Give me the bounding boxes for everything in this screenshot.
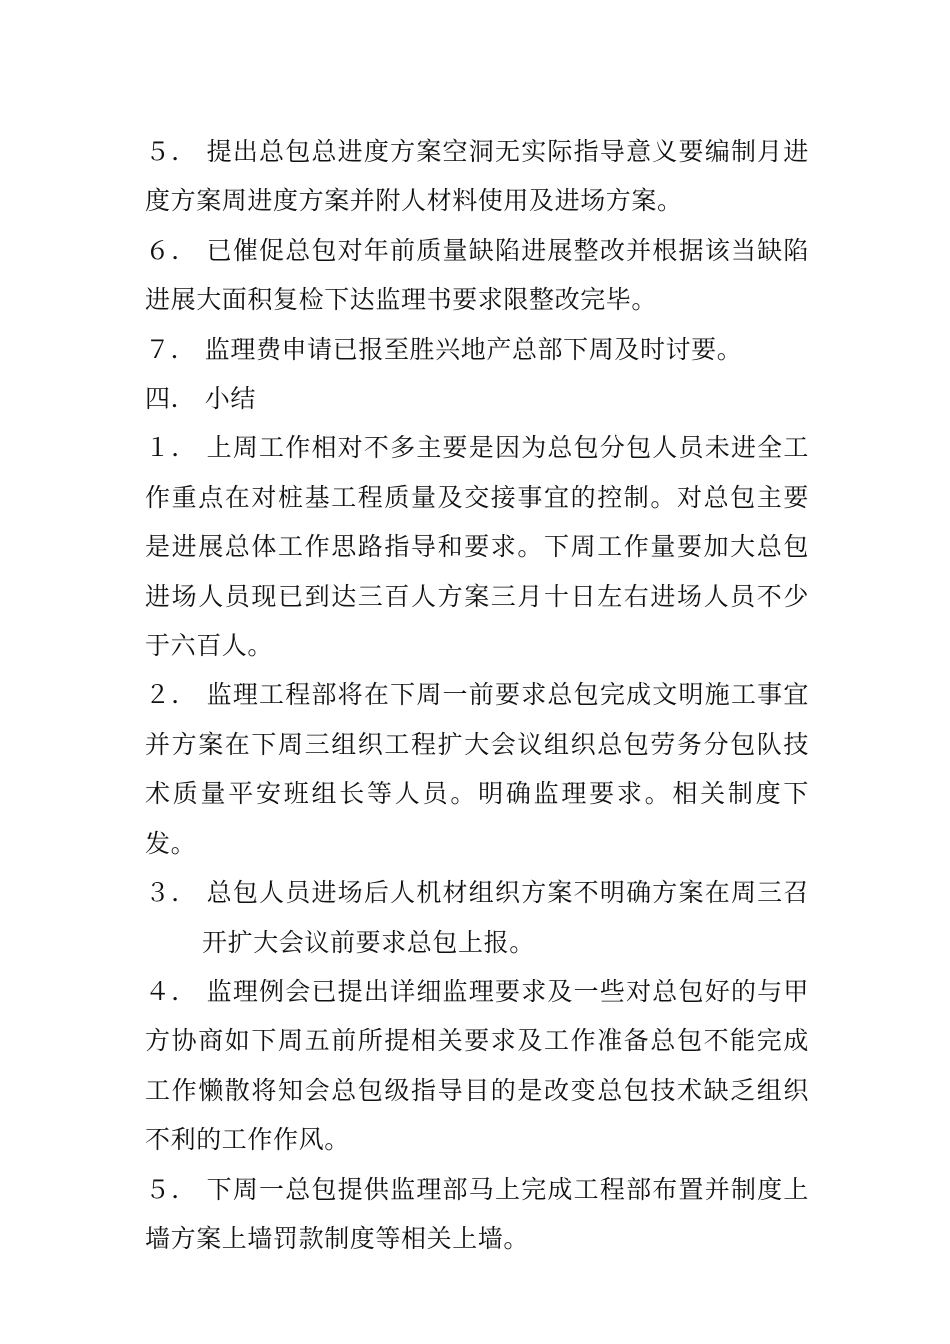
summary-item-1: １． 上周工作相对不多主要是因为总包分包人员未进全工作重点在对桩基工程质量及交接事宜的控制。对总包主要是进展总体工作思路指导和要求。下周工作量要加大总包进场人员现已到达三百人方案三月十日左右进场人员不少于六百人。 xyxy=(145,433,809,661)
summary-item-2: ２． 监理工程部将在下周一前要求总包完成文明施工事宜并方案在下周三组织工程扩大会议组织总包劳务分包队技术质量平安班组长等人员。明确监理要求。相关制度下发。 xyxy=(145,680,809,858)
list-item-7-supervision-fee: ７． 监理费申请已报至胜兴地产总部下周及时讨要。 xyxy=(145,334,743,364)
list-item-5-progress-plan: ５． 提出总包总进度方案空洞无实际指导意义要编制月进度方案周进度方案并附人材料使用及进场方案。 xyxy=(145,137,809,216)
list-item-6-quality-defects: ６． 已催促总包对年前质量缺陷进展整改并根据该当缺陷进展大面积复检下达监理书要求限整改完毕。 xyxy=(145,235,809,315)
summary-item-3: ３． 总包人员进场后人机材组织方案不明确方案在周三召开扩大会议前要求总包上报。 xyxy=(145,878,809,957)
document-body xyxy=(145,127,809,1263)
summary-item-4: ４． 监理例会已提出详细监理要求及一些对总包好的与甲方协商如下周五前所提相关要求及工作准备总包不能完成工作懒散将知会总包级指导目的是改变总包技术缺乏组织不利的工作作风。 xyxy=(145,976,809,1155)
summary-item-5: ５． 下周一总包提供监理部马上完成工程部布置并制度上墙方案上墙罚款制度等相关上墙。 xyxy=(145,1174,809,1253)
section-heading-summary: 四． 小结 xyxy=(145,384,256,414)
